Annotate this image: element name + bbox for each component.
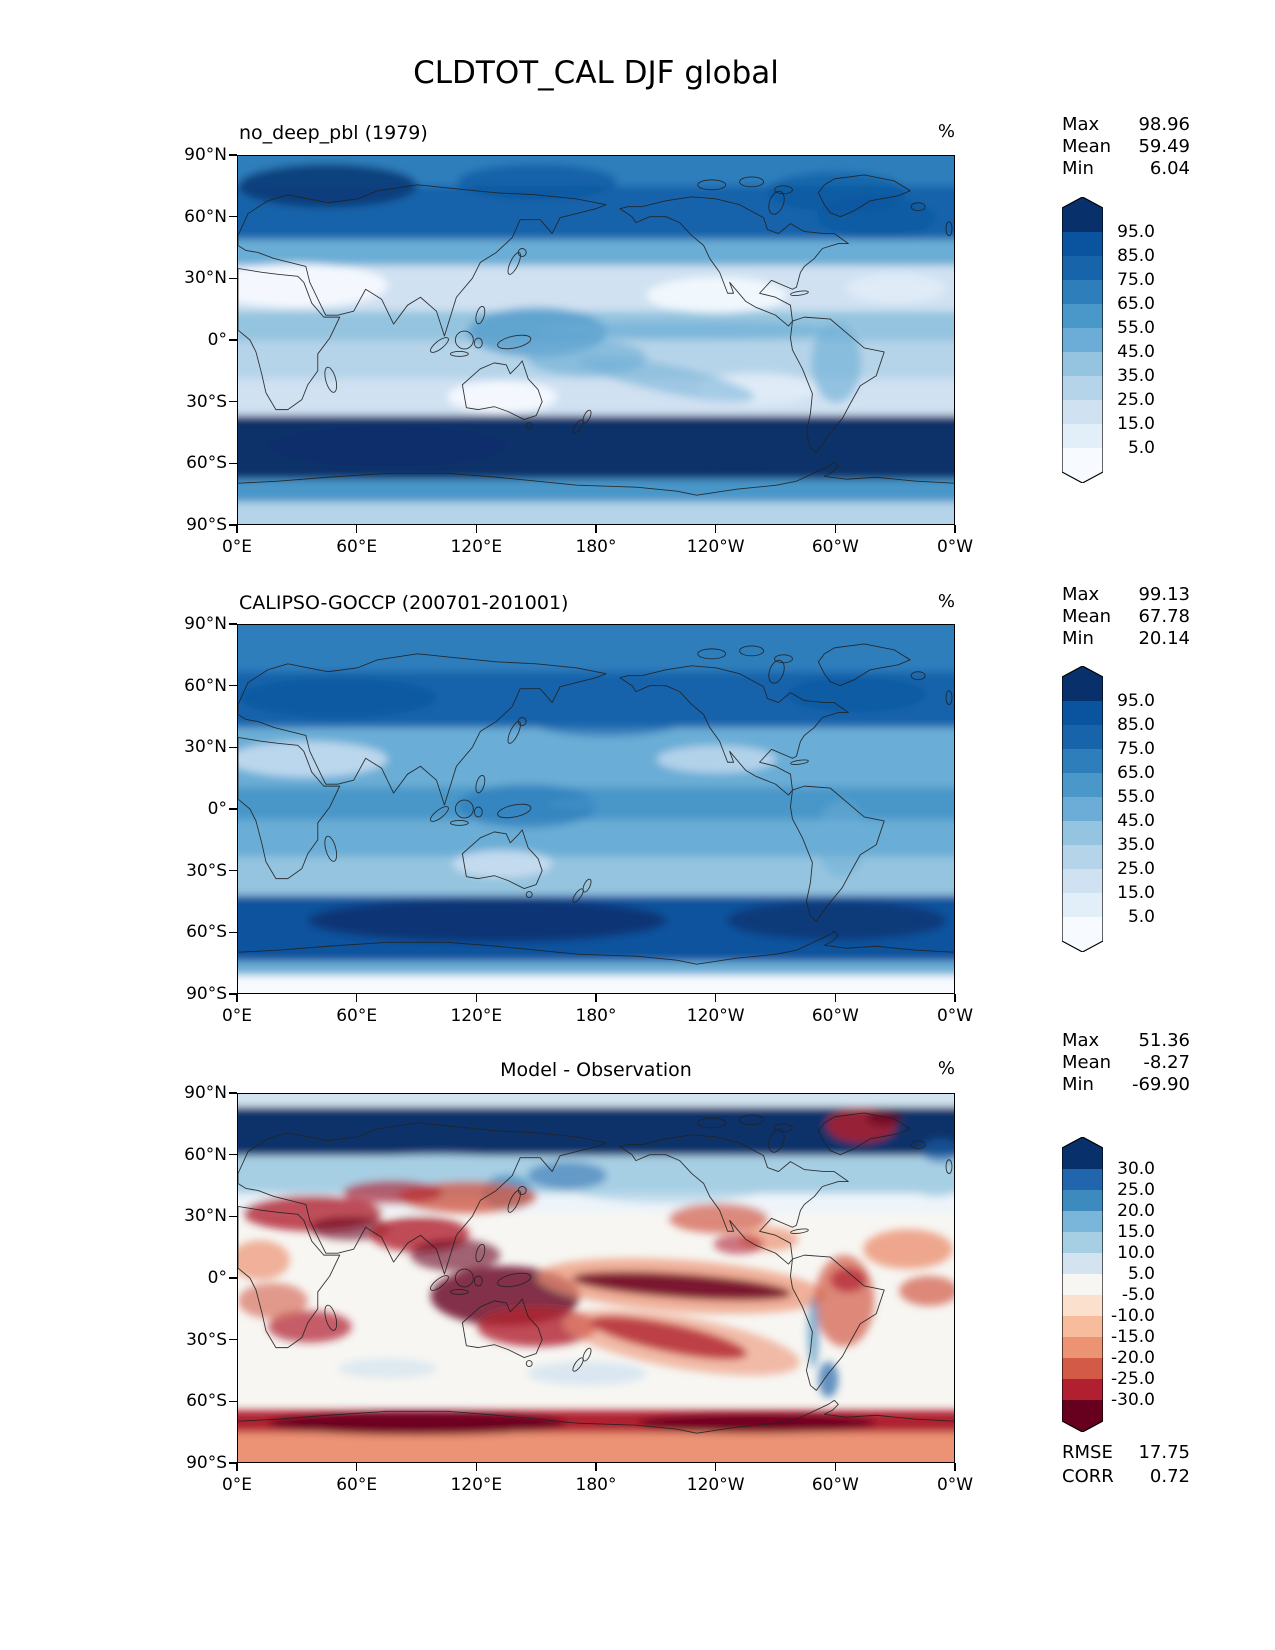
colorbar-tick-label: 85.0 bbox=[1117, 715, 1155, 735]
colorbar-tick-label: 20.0 bbox=[1117, 1201, 1155, 1221]
lat-tick-label: 0° bbox=[207, 799, 227, 819]
lon-tick-label: 180° bbox=[575, 537, 617, 557]
colorbar-tick-label: 25.0 bbox=[1117, 390, 1155, 410]
stat-row bbox=[1062, 1465, 1190, 1489]
lat-tick-label: 60°S bbox=[186, 453, 227, 474]
lon-tick-mark bbox=[476, 1463, 478, 1471]
colorbar-tick-label: 25.0 bbox=[1117, 859, 1155, 879]
panel1-stats bbox=[1062, 114, 1190, 180]
lat-tick-label: 30°S bbox=[186, 391, 227, 412]
stat-row bbox=[1062, 136, 1190, 158]
stat-label: Min bbox=[1062, 158, 1094, 179]
stat-row bbox=[1062, 606, 1190, 628]
colorbar-tick-label: 55.0 bbox=[1117, 787, 1155, 807]
lon-tick-mark bbox=[595, 1463, 597, 1471]
lon-tick-mark bbox=[835, 525, 837, 533]
lat-tick-mark bbox=[229, 401, 237, 403]
panel3-skill-stats bbox=[1062, 1441, 1190, 1489]
colorbar-tick-label: 55.0 bbox=[1117, 318, 1155, 338]
panel3-map-field bbox=[238, 1094, 954, 1462]
figure-title: CLDTOT_CAL DJF global bbox=[413, 55, 779, 91]
colorbar-tick-label: 15.0 bbox=[1117, 883, 1155, 903]
lon-tick-label: 0°W bbox=[936, 1006, 974, 1026]
colorbar-tick-label: 35.0 bbox=[1117, 366, 1155, 386]
stat-label: Min bbox=[1062, 1074, 1094, 1095]
lon-tick-label: 0°E bbox=[221, 537, 253, 557]
stat-label: Min bbox=[1062, 628, 1094, 649]
stat-value: -69.90 bbox=[1131, 1074, 1190, 1095]
lat-tick-label: 30°N bbox=[184, 1206, 227, 1227]
stat-row bbox=[1062, 1030, 1190, 1052]
lon-tick-label: 120°W bbox=[686, 1006, 745, 1026]
lon-tick-label: 60°E bbox=[336, 1475, 378, 1495]
lon-tick-label: 60°E bbox=[336, 1006, 378, 1026]
colorbar-tick-label: 5.0 bbox=[1127, 907, 1155, 927]
stat-value: 17.75 bbox=[1138, 1442, 1190, 1463]
lat-tick-label: 60°N bbox=[184, 206, 227, 227]
lon-tick-mark bbox=[356, 994, 358, 1002]
lat-tick-label: 30°S bbox=[186, 860, 227, 881]
colorbar-tick-label: -20.0 bbox=[1111, 1348, 1155, 1368]
lat-tick-mark bbox=[229, 339, 237, 341]
lon-tick-label: 180° bbox=[575, 1006, 617, 1026]
lon-tick-mark bbox=[236, 1463, 238, 1471]
stat-row bbox=[1062, 1441, 1190, 1465]
lon-tick-label: 180° bbox=[575, 1475, 617, 1495]
lon-tick-mark bbox=[835, 994, 837, 1002]
panel2-stats bbox=[1062, 584, 1190, 650]
panel2-map bbox=[237, 624, 955, 994]
lon-tick-mark bbox=[954, 994, 956, 1002]
lat-tick-mark bbox=[229, 685, 237, 687]
lat-tick-mark bbox=[229, 747, 237, 749]
panel3-stats bbox=[1062, 1030, 1190, 1096]
lat-tick-mark bbox=[229, 623, 237, 625]
lon-tick-mark bbox=[835, 1463, 837, 1471]
colorbar-tick-label: 65.0 bbox=[1117, 763, 1155, 783]
lon-tick-label: 0°E bbox=[221, 1006, 253, 1026]
lon-tick-label: 60°W bbox=[811, 1475, 859, 1495]
lat-tick-mark bbox=[229, 1154, 237, 1156]
stat-row bbox=[1062, 1052, 1190, 1074]
colorbar-tick-label: -10.0 bbox=[1111, 1306, 1155, 1326]
colorbar-tick-label: 65.0 bbox=[1117, 294, 1155, 314]
lon-tick-label: 120°W bbox=[686, 1475, 745, 1495]
stat-label: CORR bbox=[1062, 1466, 1114, 1487]
stat-label: Max bbox=[1062, 114, 1100, 135]
colorbar-tick-label: 45.0 bbox=[1117, 811, 1155, 831]
panel1-map bbox=[237, 155, 955, 525]
lat-tick-label: 30°S bbox=[186, 1329, 227, 1350]
lat-tick-label: 90°S bbox=[186, 1453, 227, 1473]
lon-tick-mark bbox=[715, 994, 717, 1002]
stat-row bbox=[1062, 1074, 1190, 1096]
lat-tick-label: 0° bbox=[207, 330, 227, 350]
lat-tick-label: 90°N bbox=[184, 1083, 227, 1103]
lat-tick-label: 30°N bbox=[184, 268, 227, 289]
lon-tick-label: 0°W bbox=[936, 1475, 974, 1495]
panel1-map-field bbox=[238, 156, 954, 524]
stat-value: 98.96 bbox=[1138, 114, 1190, 135]
stat-value: 0.72 bbox=[1149, 1466, 1190, 1487]
colorbar-tick-label: 85.0 bbox=[1117, 246, 1155, 266]
stat-value: 59.49 bbox=[1138, 136, 1190, 157]
stat-row bbox=[1062, 158, 1190, 180]
stat-label: Mean bbox=[1062, 606, 1112, 627]
panel2-map-field bbox=[238, 625, 954, 993]
lat-tick-mark bbox=[229, 932, 237, 934]
colorbar-tick-label: 30.0 bbox=[1117, 1159, 1155, 1179]
lat-tick-label: 90°S bbox=[186, 515, 227, 535]
stat-value: 20.14 bbox=[1138, 628, 1190, 649]
stat-label: Max bbox=[1062, 1030, 1100, 1051]
lat-tick-mark bbox=[229, 463, 237, 465]
panel1-unit-label: % bbox=[937, 121, 955, 142]
stat-label: Max bbox=[1062, 584, 1100, 605]
colorbar-tick-label: 10.0 bbox=[1117, 1243, 1155, 1263]
colorbar-tick-label: 95.0 bbox=[1117, 691, 1155, 711]
panel1-title: no_deep_pbl (1979) bbox=[239, 122, 428, 144]
lat-tick-label: 60°N bbox=[184, 1144, 227, 1165]
colorbar-tick-label: 75.0 bbox=[1117, 270, 1155, 290]
lon-tick-mark bbox=[954, 1463, 956, 1471]
lat-tick-mark bbox=[229, 1216, 237, 1218]
lon-tick-mark bbox=[236, 994, 238, 1002]
stat-value: -8.27 bbox=[1143, 1052, 1190, 1073]
stat-value: 6.04 bbox=[1149, 158, 1190, 179]
panel2-title: CALIPSO-GOCCP (200701-201001) bbox=[239, 592, 569, 614]
colorbar-tick-label: 95.0 bbox=[1117, 222, 1155, 242]
lat-tick-mark bbox=[229, 808, 237, 810]
stat-row bbox=[1062, 584, 1190, 606]
lat-tick-label: 0° bbox=[207, 1268, 227, 1288]
lon-tick-mark bbox=[715, 1463, 717, 1471]
lat-tick-mark bbox=[229, 278, 237, 280]
panel3-unit-label: % bbox=[937, 1058, 955, 1079]
lat-tick-mark bbox=[229, 154, 237, 156]
lon-tick-label: 120°W bbox=[686, 537, 745, 557]
stat-label: RMSE bbox=[1062, 1442, 1113, 1463]
panel3-title: Model - Observation bbox=[500, 1059, 692, 1081]
lat-tick-label: 30°N bbox=[184, 737, 227, 758]
lon-tick-mark bbox=[595, 525, 597, 533]
lon-tick-label: 0°W bbox=[936, 537, 974, 557]
lat-tick-mark bbox=[229, 1277, 237, 1279]
colorbar-tick-label: 5.0 bbox=[1127, 438, 1155, 458]
colorbar-tick-label: 25.0 bbox=[1117, 1180, 1155, 1200]
lon-tick-mark bbox=[236, 525, 238, 533]
colorbar-tick-label: -25.0 bbox=[1111, 1369, 1155, 1389]
stat-row bbox=[1062, 628, 1190, 650]
lon-tick-label: 60°W bbox=[811, 537, 859, 557]
colorbar-tick-label: 35.0 bbox=[1117, 835, 1155, 855]
colorbar-tick-label: 15.0 bbox=[1117, 414, 1155, 434]
lat-tick-mark bbox=[229, 1401, 237, 1403]
lat-tick-mark bbox=[229, 1092, 237, 1094]
lat-tick-label: 60°N bbox=[184, 675, 227, 696]
stat-value: 51.36 bbox=[1138, 1030, 1190, 1051]
lon-tick-mark bbox=[356, 525, 358, 533]
lon-tick-mark bbox=[715, 525, 717, 533]
lon-tick-label: 0°E bbox=[221, 1475, 253, 1495]
lon-tick-mark bbox=[595, 994, 597, 1002]
lon-tick-label: 60°E bbox=[336, 537, 378, 557]
lon-tick-mark bbox=[476, 994, 478, 1002]
panel2-unit-label: % bbox=[937, 591, 955, 612]
lat-tick-label: 90°N bbox=[184, 614, 227, 634]
colorbar-tick-label: 45.0 bbox=[1117, 342, 1155, 362]
lat-tick-mark bbox=[229, 216, 237, 218]
lon-tick-label: 60°W bbox=[811, 1006, 859, 1026]
colorbar-tick-label: 15.0 bbox=[1117, 1222, 1155, 1242]
stat-value: 99.13 bbox=[1138, 584, 1190, 605]
colorbar-tick-label: 75.0 bbox=[1117, 739, 1155, 759]
stat-value: 67.78 bbox=[1138, 606, 1190, 627]
lon-tick-mark bbox=[476, 525, 478, 533]
colorbar-tick-label: 5.0 bbox=[1127, 1264, 1155, 1284]
colorbar-tick-label: -30.0 bbox=[1111, 1390, 1155, 1410]
lat-tick-mark bbox=[229, 1339, 237, 1341]
lat-tick-label: 60°S bbox=[186, 1391, 227, 1412]
panel3-map bbox=[237, 1093, 955, 1463]
stat-label: Mean bbox=[1062, 1052, 1112, 1073]
colorbar-tick-label: -5.0 bbox=[1121, 1285, 1155, 1305]
lat-tick-mark bbox=[229, 870, 237, 872]
stat-row bbox=[1062, 114, 1190, 136]
colorbar-tick-label: -15.0 bbox=[1111, 1327, 1155, 1347]
stat-label: Mean bbox=[1062, 136, 1112, 157]
lat-tick-label: 90°N bbox=[184, 145, 227, 165]
lon-tick-mark bbox=[356, 1463, 358, 1471]
lon-tick-mark bbox=[954, 525, 956, 533]
lon-tick-label: 120°E bbox=[450, 1475, 503, 1495]
lat-tick-label: 90°S bbox=[186, 984, 227, 1004]
lat-tick-label: 60°S bbox=[186, 922, 227, 943]
lon-tick-label: 120°E bbox=[450, 537, 503, 557]
lon-tick-label: 120°E bbox=[450, 1006, 503, 1026]
